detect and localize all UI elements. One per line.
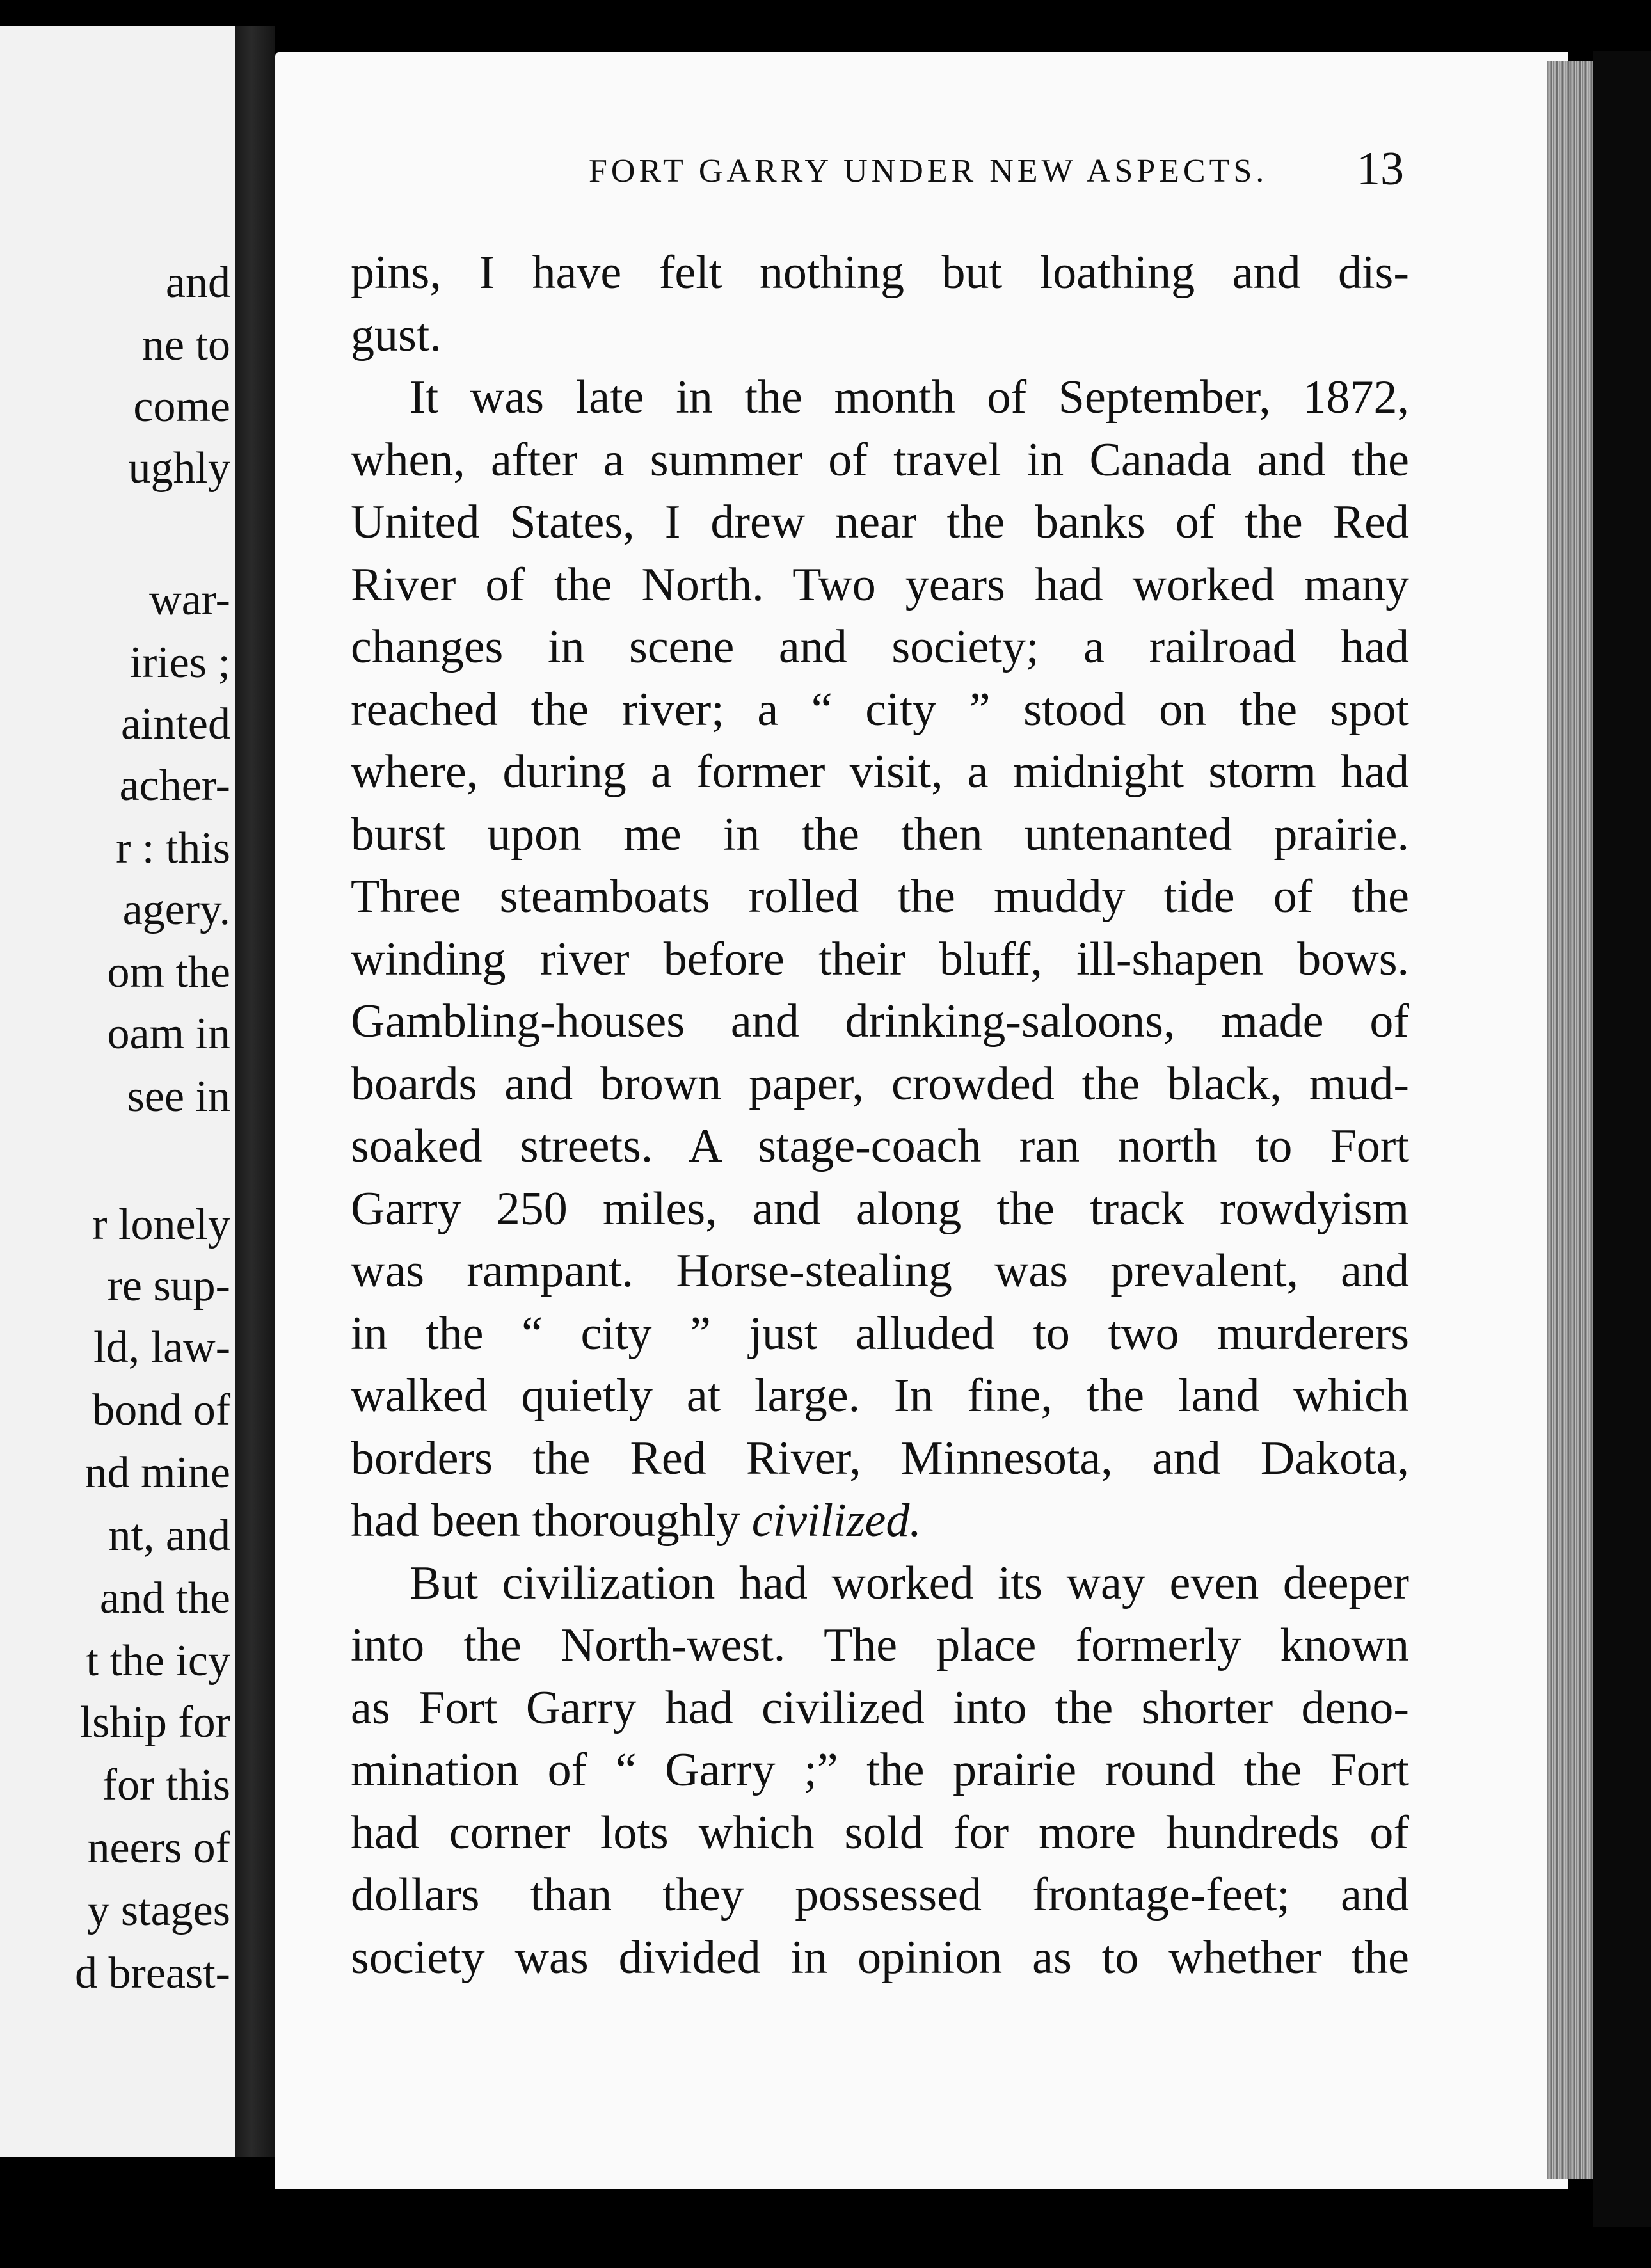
text-line: into the North-west. The place formerly known xyxy=(351,1619,1409,1672)
left-line: iries ; xyxy=(129,638,230,687)
left-line: t the icy xyxy=(86,1636,230,1686)
text-line: gust. xyxy=(351,308,442,362)
italic-text: civilized. xyxy=(751,1494,921,1547)
page-number: 13 xyxy=(1357,143,1404,195)
text-line: borders the Red River, Minnesota, and Dakota, xyxy=(351,1432,1409,1485)
text-line: was rampant. Horse-stealing was prevalent, and xyxy=(351,1245,1409,1297)
left-line: acher- xyxy=(119,761,230,810)
left-line: ld, law- xyxy=(93,1323,230,1372)
running-head: FORT GARRY UNDER NEW ASPECTS. xyxy=(589,153,1268,189)
text-line: pins, I have felt nothing but loathing and dis- xyxy=(351,246,1409,299)
text-line: walked quietly at large. In fine, the land which xyxy=(351,1370,1409,1422)
text-line: winding river before their bluff, ill-shapen bows. xyxy=(351,932,1409,986)
left-line: y stages xyxy=(87,1886,230,1935)
left-line: see in xyxy=(127,1072,230,1121)
left-line: nd mine xyxy=(84,1448,230,1497)
left-line: ainted xyxy=(120,699,230,749)
text-line: where, during a former visit, a midnight storm had xyxy=(351,746,1409,798)
text-line: dollars than they possessed frontage-feet; and xyxy=(351,1869,1409,1921)
left-line: oam in xyxy=(107,1009,230,1058)
text-line: boards and brown paper, crowded the black, mud- xyxy=(351,1057,1409,1110)
text-line: in the “ city ” just alluded to two murderers xyxy=(351,1307,1409,1360)
text-line: soaked streets. A stage-coach ran north to Fort xyxy=(351,1120,1409,1172)
text-line: had corner lots which sold for more hundreds of xyxy=(351,1806,1409,1859)
left-line: come xyxy=(133,382,230,431)
text-line: Garry 250 miles, and along the track rowdyism xyxy=(351,1182,1409,1235)
text-line: But civilization had worked its way even deeper xyxy=(410,1556,1409,1609)
left-line: for this xyxy=(102,1761,230,1810)
text-line: changes in scene and society; a railroad had xyxy=(351,621,1409,673)
left-line: bond of xyxy=(92,1386,230,1435)
left-line: agery. xyxy=(122,885,230,934)
left-line: war- xyxy=(149,575,230,625)
left-line: r : this xyxy=(116,824,230,873)
left-line: r lonely xyxy=(92,1200,230,1249)
left-line: lship for xyxy=(79,1698,230,1747)
left-line: re sup- xyxy=(107,1261,230,1311)
left-line: and xyxy=(165,258,230,307)
text-line: society was divided in opinion as to whether the xyxy=(351,1931,1409,1984)
text-line: as Fort Garry had civilized into the shorter deno- xyxy=(351,1681,1409,1734)
left-line: neers of xyxy=(87,1823,230,1873)
text-line: It was late in the month of September, 1872, xyxy=(410,371,1409,424)
scan-border xyxy=(1593,51,1651,2227)
text-run: had been thoroughly xyxy=(351,1494,752,1547)
left-line: d breast- xyxy=(75,1949,230,1998)
left-page-fragment xyxy=(0,26,238,2157)
text-line: River of the North. Two years had worked many xyxy=(351,558,1409,611)
body-text xyxy=(351,242,1409,1989)
text-line: United States, I drew near the banks of the Red xyxy=(351,496,1409,548)
left-line: ne to xyxy=(141,321,230,370)
book-gutter xyxy=(235,26,275,2157)
left-line: ughly xyxy=(128,443,230,493)
text-line: Three steamboats rolled the muddy tide of the xyxy=(351,870,1409,923)
text-line: reached the river; a “ city ” stood on the spot xyxy=(351,683,1409,736)
text-line: Gambling-houses and drinking-saloons, made of xyxy=(351,995,1409,1048)
left-line: and the xyxy=(99,1574,230,1623)
page-edges xyxy=(1547,61,1600,2179)
text-line xyxy=(351,1490,1409,1553)
left-line: nt, and xyxy=(108,1511,230,1560)
text-line: burst upon me in the then untenanted prairie. xyxy=(351,808,1409,861)
text-line: when, after a summer of travel in Canada and the xyxy=(351,433,1409,486)
text-line: mination of “ Garry ;” the prairie round the Fort xyxy=(351,1744,1409,1796)
left-line: om the xyxy=(107,948,230,997)
